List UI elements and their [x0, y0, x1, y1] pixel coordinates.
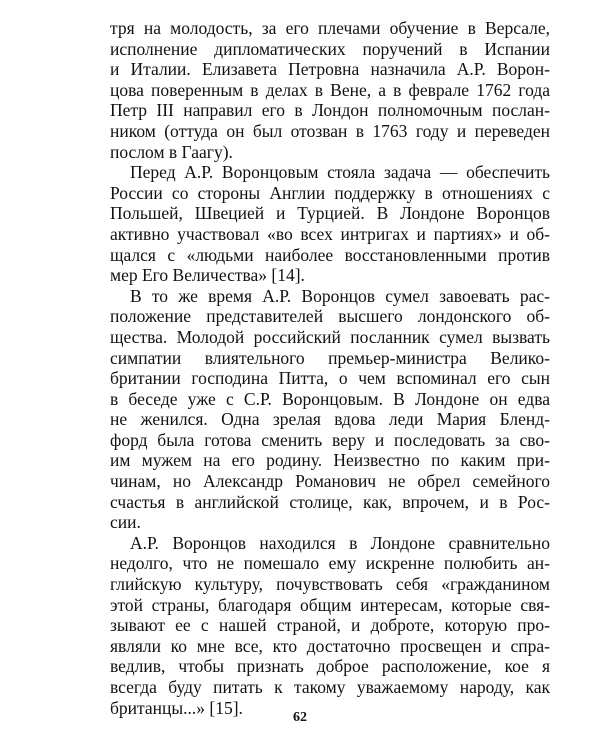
text-line: мер Его Величества» [14].: [110, 265, 305, 286]
text-line: А.Р. Воронцов находился в Лондоне сравнительно: [130, 532, 550, 553]
text-line: активно участвовал «во всех интригах и партиях» и об-: [110, 223, 550, 244]
text-line: исполнение дипломатических поручений в Испании: [110, 38, 550, 59]
text-line: британии господина Питта, о чем вспоминал его сын: [110, 368, 550, 389]
text-line: и Италии. Елизавета Петровна назначила А.Р. Ворон-: [110, 59, 550, 80]
text-line: являли ко мне все, кто достаточно просвещен и спра-: [110, 635, 550, 656]
text-line: не женился. Одна зрелая вдова леди Мария Бленд-: [110, 409, 550, 430]
text-line: этой страны, благодаря общим интересам, которые свя-: [110, 594, 550, 615]
text-line: ником (оттуда он был отозван в 1763 году и переведен: [110, 120, 550, 141]
text-line: положение представителей высшего лондонского об-: [110, 306, 550, 327]
text-line: зывают ее с нашей страной, и доброте, которую про-: [110, 615, 550, 636]
text-line: недолго, что не помешало ему искренне полюбить ан-: [110, 553, 550, 574]
page-number: 62: [293, 710, 307, 725]
text-line: симпатии влиятельного премьер-министра Велико-: [110, 347, 550, 368]
text-line: цова поверенным в делах в Вене, а в феврале 1762 года: [110, 79, 550, 100]
text-line: британцы...» [15].: [110, 697, 243, 718]
text-line: счастья в английской столице, как, впрочем, и в Рос-: [110, 491, 550, 512]
text-line: им мужем на его родину. Неизвестно по каким при-: [110, 450, 550, 471]
text-line: форд была готова сменить веру и последовать за сво-: [110, 429, 550, 450]
text-line: в беседе уже с С.Р. Воронцовым. В Лондоне он едва: [110, 388, 550, 409]
text-line: сии.: [110, 512, 141, 533]
text-line: щества. Молодой российский посланник сумел вызвать: [110, 326, 550, 347]
text-line: В то же время А.Р. Воронцов сумел завоевать рас-: [130, 285, 550, 306]
text-line: щался с «людьми наиболее восстановленными против: [110, 244, 550, 265]
text-line: России со стороны Англии поддержку в отношениях с: [110, 182, 550, 203]
text-line: послом в Гаагу).: [110, 141, 233, 162]
text-line: Петр III направил его в Лондон полномочным послан-: [110, 100, 550, 121]
text-line: Перед А.Р. Воронцовым стояла задача — обеспечить: [130, 162, 550, 183]
text-line: всегда буду питать к такому уважаемому народу, как: [110, 677, 550, 697]
text-line: чинам, но Александр Романович не обрел семейного: [110, 471, 550, 492]
body-text: [110, 18, 550, 718]
text-line: глийскую культуру, почувствовать себя «гражданином: [110, 574, 550, 595]
text-line: Польшей, Швецией и Турцией. В Лондоне Воронцов: [110, 203, 550, 224]
text-line: ведлив, чтобы признать доброе расположение, кое я: [110, 656, 550, 677]
text-line: тря на молодость, за его плечами обучение в Версале,: [110, 18, 550, 38]
